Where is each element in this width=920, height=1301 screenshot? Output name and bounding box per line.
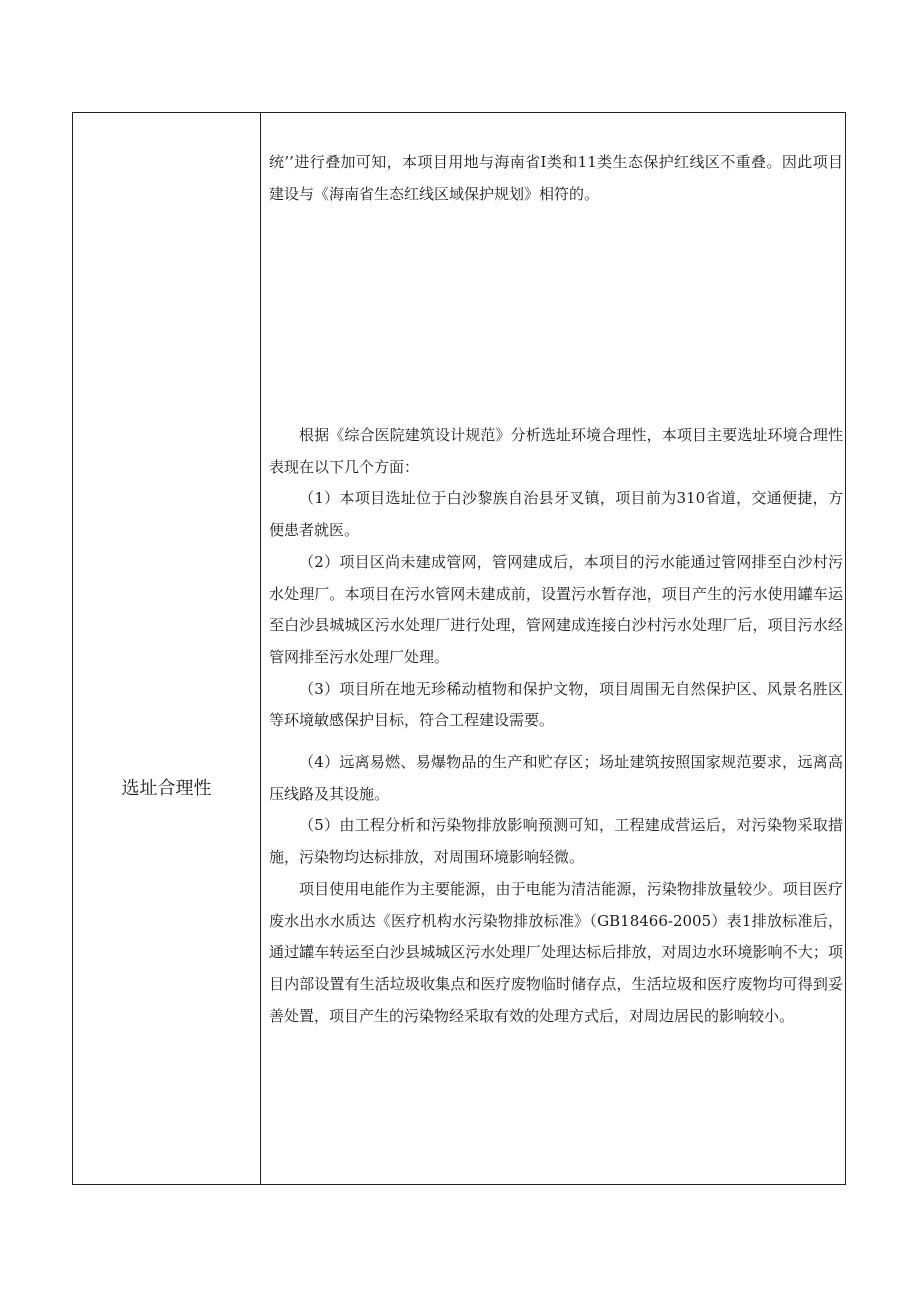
site-rationale-block — [269, 420, 843, 1032]
assessment-table — [72, 112, 846, 1185]
row-label: 选址合理性 — [121, 778, 212, 799]
point-3-paragraph: （3）项目所在地无珍稀动植物和保护文物，项目周围无自然保护区、风景名胜区等环境敏感保护目标，符合工程建设需要。 — [269, 679, 843, 730]
continued-paragraph: 统’’进行叠加可知，本项目用地与海南省Ⅰ类和11类生态保护红线区不重叠。因此项目建设与《海南省生态红线区域保护规划》相符的。 — [269, 153, 843, 203]
spacer — [269, 737, 843, 747]
point-2-paragraph: （2）项目区尚未建成管网，管网建成后，本项目的污水能通过管网排至白沙村污水处理厂。本项目在污水管网未建成前，设置污水暂存池，项目产生的污水使用罐车运至白沙县城城区污水处理厂进行处理，管网建成连接白沙村污水处理厂后，项目污水经管网排至污水处理厂处理。 — [269, 552, 843, 666]
continued-text-block — [269, 147, 843, 210]
point-4-paragraph: （4）远离易燃、易爆物品的生产和贮存区；场址建筑按照国家规范要求，远离高压线路及其设施。 — [269, 753, 843, 803]
column-divider — [260, 113, 261, 1184]
summary-paragraph: 项目使用电能作为主要能源，由于电能为清洁能源，污染物排放量较少。项目医疗废水出水水质达《医疗机构水污染物排放标准》（GB18466-2005）表1排放标准后，通过罐车转运至白沙县城城区污水处理厂处理达标后排放，对周边水环境影响不大；项目内部设置有生活垃圾收集点和医疗废物临时储存点，生活垃圾和医疗废物均可得到妥善处置，项目产生的污染物经采取有效的处理方式后，对周边居民的影响较小。 — [269, 879, 843, 1025]
intro-paragraph: 根据《综合医院建筑设计规范》分析选址环境合理性，本项目主要选址环境合理性表现在以下几个方面： — [269, 426, 843, 476]
point-1-paragraph: （1）本项目选址位于白沙黎族自治县牙叉镇，项目前为310省道，交通便捷，方便患者就医。 — [269, 489, 843, 540]
point-5-paragraph: （5）由工程分析和污染物排放影响预测可知，工程建成营运后，对污染物采取措施，污染物均达标排放，对周围环境影响轻微。 — [269, 816, 843, 867]
